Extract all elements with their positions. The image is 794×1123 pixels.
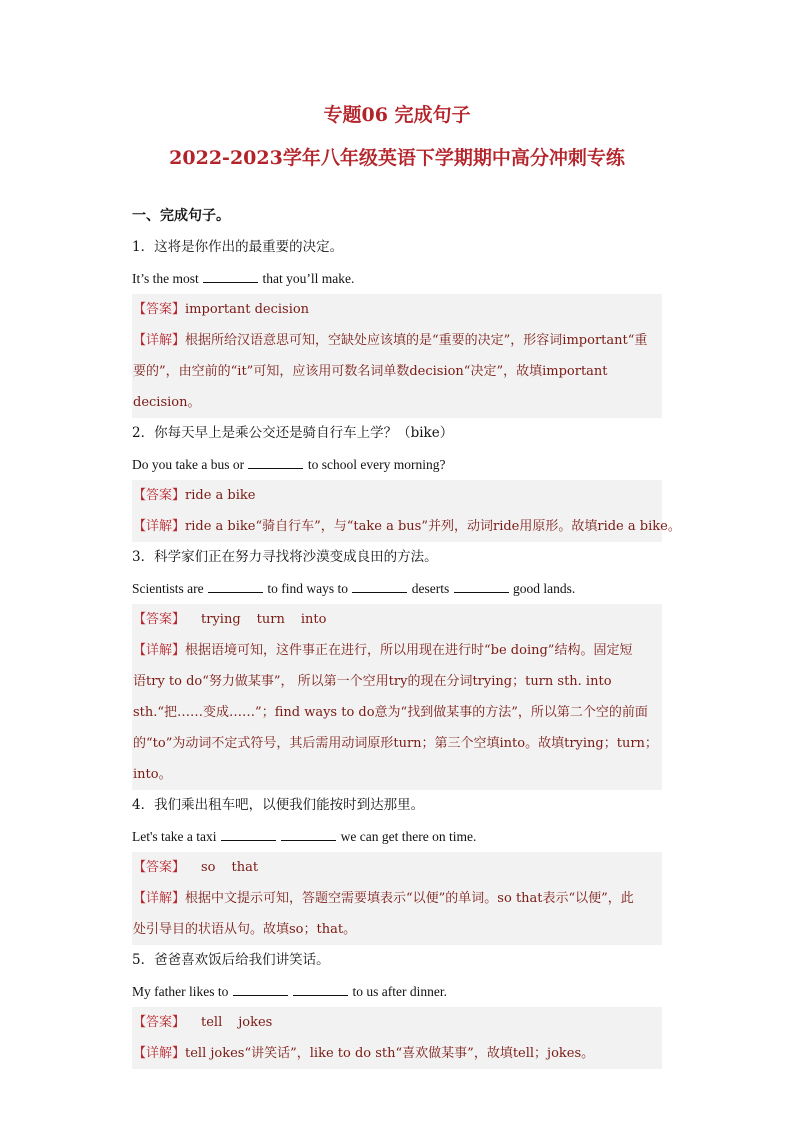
answer-text: jokes xyxy=(238,1015,273,1030)
section-heading: 一、完成句子。 xyxy=(132,208,230,224)
question-4-answer-box xyxy=(132,852,662,945)
detail-tag: 【详解】 xyxy=(133,1046,186,1061)
answer-row xyxy=(132,1007,662,1038)
blank xyxy=(454,580,509,593)
detail-tag: 【详解】 xyxy=(133,891,186,906)
detail-text: 根据中文提示可知，答题空需要填表示“以便”的单词。so that表示“以便”，此 xyxy=(185,891,634,906)
detail-row: 的“to”为动词不定式符号，其后需用动词原形turn；第三个空填into。故填trying；turn； xyxy=(133,736,658,751)
detail-tag: 【详解】 xyxy=(133,643,186,658)
blank xyxy=(221,828,276,841)
detail-tag: 【详解】 xyxy=(133,519,186,534)
detail-row: 要的”，由空前的“it”可知，应该用可数名词单数decision“决定”，故填important xyxy=(133,364,608,379)
detail-row: into。 xyxy=(133,767,172,782)
question-2-sentence xyxy=(132,449,662,480)
question-5-sentence xyxy=(132,976,662,1007)
question-1-prompt: 1．这将是你作出的最重要的决定。 xyxy=(132,239,344,255)
sentence-text: deserts xyxy=(408,581,453,596)
page-subtitle: 2022-2023学年八年级英语下学期期中高分冲刺专练 xyxy=(169,147,625,169)
question-3-sentence xyxy=(132,573,662,604)
blank xyxy=(248,456,303,469)
exercise-content xyxy=(132,201,681,1069)
question-1-sentence xyxy=(132,263,662,294)
detail-text: 根据所给汉语意思可知，空缺处应该填的是“重要的决定”，形容词important“重 xyxy=(185,333,648,348)
detail-text: tell jokes“讲笑话”，like to do sth“喜欢做某事”，故填tell；jokes。 xyxy=(185,1046,595,1061)
detail-row xyxy=(132,635,662,666)
answer-row xyxy=(132,604,662,635)
blank xyxy=(208,580,263,593)
sentence-text: good lands. xyxy=(509,581,576,596)
detail-row: 处引导目的状语从句。故填so；that。 xyxy=(133,922,357,937)
sentence-text: It’s the most xyxy=(132,271,203,286)
question-1-answer-box xyxy=(132,294,662,418)
question-3-answer-box xyxy=(132,604,662,790)
question-5-prompt: 5．爸爸喜欢饭后给我们讲笑话。 xyxy=(132,952,330,968)
answer-tag: 【答案】 xyxy=(133,488,186,503)
sentence-text: Let's take a taxi xyxy=(132,829,220,844)
answer-text: that xyxy=(231,860,259,875)
answer-row xyxy=(132,480,662,511)
answer-text: into xyxy=(300,612,327,627)
sentence-text: Do you take a bus or xyxy=(132,457,248,472)
sentence-text: Scientists are xyxy=(132,581,207,596)
detail-text: ride a bike“骑自行车”，与“take a bus”并列，动词ride用原形。故填ride a bike。 xyxy=(185,519,681,534)
question-2-prompt: 2．你每天早上是乘公交还是骑自行车上学？（bike） xyxy=(132,425,454,441)
sentence-text: My father likes to xyxy=(132,984,232,999)
question-4-prompt: 4．我们乘出租车吧，以便我们能按时到达那里。 xyxy=(132,797,425,813)
answer-text: trying xyxy=(201,612,241,627)
answer-text: important decision xyxy=(185,302,310,317)
detail-row xyxy=(132,511,681,542)
sentence-text: to find ways to xyxy=(263,581,352,596)
question-3-prompt: 3．科学家们正在努力寻找将沙漠变成良田的方法。 xyxy=(132,549,438,565)
sentence-text: that you’ll make. xyxy=(259,271,355,286)
answer-tag: 【答案】 xyxy=(133,302,186,317)
answer-text: tell xyxy=(201,1015,223,1030)
blank xyxy=(293,983,348,996)
question-2-answer-box xyxy=(132,480,681,542)
blank xyxy=(233,983,288,996)
blank xyxy=(203,270,258,283)
sentence-text: we can get there on time. xyxy=(337,829,477,844)
answer-text: so xyxy=(201,860,216,875)
answer-text: ride a bike xyxy=(185,488,256,503)
answer-tag: 【答案】 xyxy=(133,860,186,875)
detail-row: decision。 xyxy=(133,395,201,410)
detail-tag: 【详解】 xyxy=(133,333,186,348)
blank xyxy=(281,828,336,841)
answer-tag: 【答案】 xyxy=(133,612,186,627)
page-title: 专题06 完成句子 xyxy=(323,104,471,126)
blank xyxy=(352,580,407,593)
answer-row xyxy=(132,852,662,883)
detail-row: sth.“把……变成……”；find ways to do意为“找到做某事的方法”，所以第二个空的前面 xyxy=(133,705,648,720)
detail-row xyxy=(132,1038,662,1069)
detail-row xyxy=(132,883,662,914)
question-5-answer-box xyxy=(132,1007,662,1069)
sentence-text: to school every morning? xyxy=(304,457,446,472)
question-4-sentence xyxy=(132,821,662,852)
answer-tag: 【答案】 xyxy=(133,1015,186,1030)
answer-row xyxy=(132,294,662,325)
detail-row xyxy=(132,325,662,356)
sentence-text: to us after dinner. xyxy=(349,984,447,999)
detail-row: 语try to do“努力做某事”， 所以第一个空用try的现在分词trying；turn sth. into xyxy=(133,674,612,689)
answer-text: turn xyxy=(256,612,285,627)
detail-text: 根据语境可知，这件事正在进行，所以用现在进行时“be doing”结构。固定短 xyxy=(185,643,633,658)
